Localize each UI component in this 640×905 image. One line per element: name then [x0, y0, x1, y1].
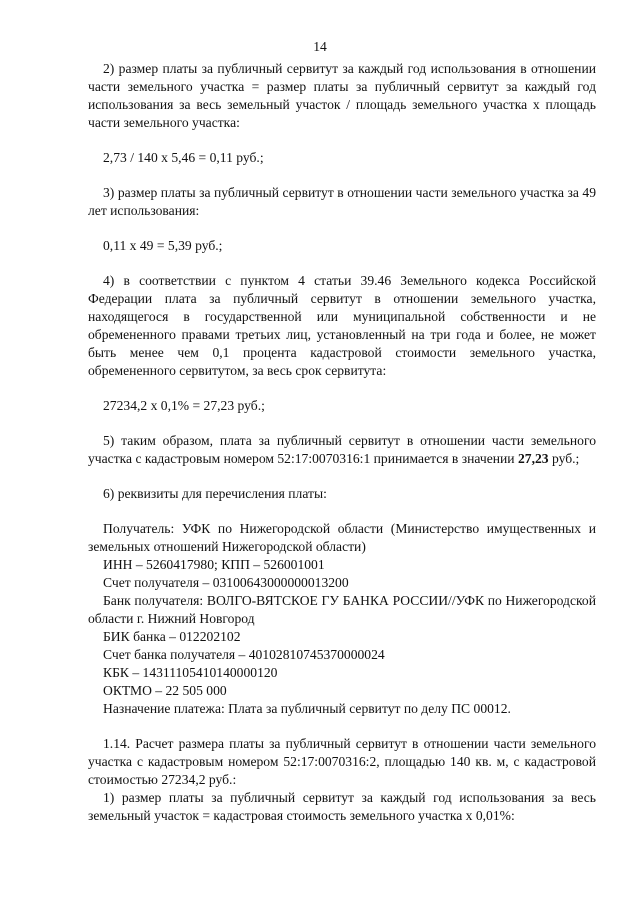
paragraph-minimum-fee: 4) в соответствии с пунктом 4 статьи 39.46 Земельного кодекса Российской Федерации плата за публичный сервитут в отношении земельного участка, находящегося в государственной или муниципальной собственности и не обремененного правами третьих лиц, установленный на три года и более, не может быть менее чем 0,1 процента кадастровой стоимости земельного участка, обремененного сервитутом, за весь срок сервитута: — [88, 273, 596, 378]
page-number: 14 — [313, 39, 327, 54]
requisite-bank-account: Счет банка получателя – 40102810745370000024 — [103, 647, 385, 662]
paragraph-section-1-14: 1.14. Расчет размера платы за публичный сервитут в отношении части земельного участка с кадастровым номером 52:17:0070316:2, площадью 140 кв. м, с кадастровой стоимостью 27234,2 руб.: — [88, 736, 596, 787]
requisite-kbk: КБК – 14311105410140000120 — [103, 665, 278, 680]
accepted-fee-unit: руб.; — [548, 451, 580, 466]
requisite-oktmo: ОКТМО – 22 505 000 — [103, 683, 227, 698]
accepted-fee-text: 5) таким образом, плата за публичный сервитут в отношении части земельного участка с кадастровым номером 52:17:0070316:1 принимается в значении — [88, 433, 596, 466]
paragraph-fee-per-year-whole: 1) размер платы за публичный сервитут за каждый год использования за весь земельный участок = кадастровая стоимость земельного участка х 0,01%: — [88, 790, 596, 823]
requisite-purpose: Назначение платежа: Плата за публичный сервитут по делу ПС 00012. — [103, 701, 511, 716]
requisite-recipient: Получатель: УФК по Нижегородской области (Министерство имущественных и земельных отношений Нижегородской области) — [88, 521, 596, 554]
paragraph-payment-details: 6) реквизиты для перечисления платы: — [103, 486, 327, 501]
accepted-fee-value: 27,23 — [517, 451, 549, 466]
formula-fee-49-years: 0,11 х 49 = 5,39 руб.; — [103, 238, 223, 253]
formula-minimum-fee: 27234,2 х 0,1% = 27,23 руб.; — [103, 398, 265, 413]
paragraph-accepted-fee — [88, 432, 596, 468]
paragraph-fee-49-years: 3) размер платы за публичный сервитут в отношении части земельного участка за 49 лет использования: — [88, 185, 596, 218]
requisite-account: Счет получателя – 03100643000000013200 — [103, 575, 349, 590]
document-body — [88, 60, 596, 825]
paragraph-fee-per-year-part: 2) размер платы за публичный сервитут за каждый год использования в отношении части земельного участка = размер платы за публичный сервитут за каждый год использования за весь земельный участок / площадь земельного участка х площадь части земельного участка: — [88, 61, 596, 130]
payment-requisites — [88, 520, 596, 718]
requisite-inn-kpp: ИНН – 5260417980; КПП – 526001001 — [103, 557, 325, 572]
requisite-bik: БИК банка – 012202102 — [103, 629, 241, 644]
requisite-bank: Банк получателя: ВОЛГО-ВЯТСКОЕ ГУ БАНКА РОССИИ//УФК по Нижегородской области г. Нижний Новгород — [88, 593, 596, 626]
formula-fee-part: 2,73 / 140 х 5,46 = 0,11 руб.; — [103, 150, 264, 165]
